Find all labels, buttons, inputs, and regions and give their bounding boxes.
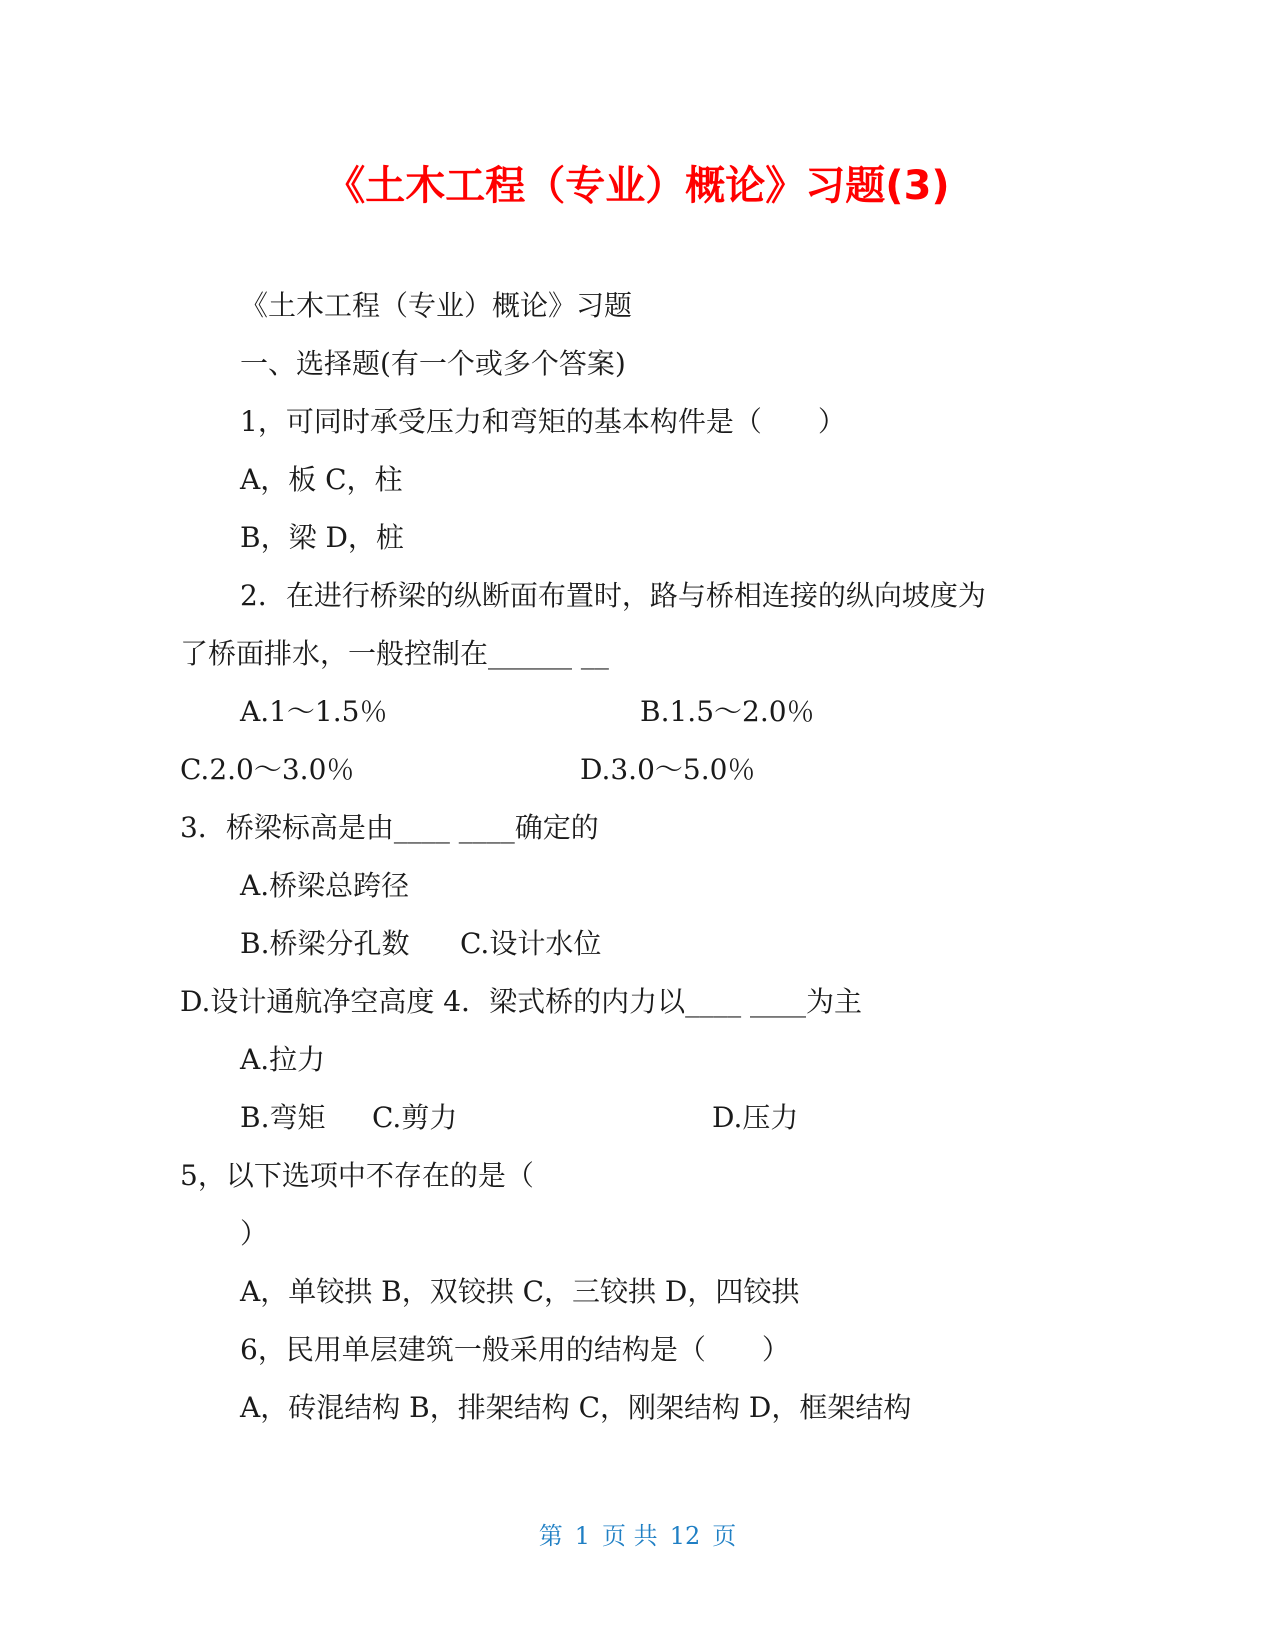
question-5-closing-paren: ） <box>240 1217 269 1250</box>
footer-middle: 页 共 <box>602 1522 658 1550</box>
question-1-options-a-c: A，板 C，柱 <box>240 463 403 496</box>
question-2: 2．在进行桥梁的纵断面布置时，路与桥相连接的纵向坡度为 <box>240 579 986 612</box>
subtitle-line: 《土木工程（专业）概论》习题 <box>240 289 633 322</box>
question-3: 3．桥梁标高是由____ ____确定的 <box>180 811 599 844</box>
question-3-option-a: A.桥梁总跨径 <box>240 869 410 902</box>
footer-prefix: 第 <box>538 1522 563 1550</box>
section-heading: 一、选择题(有一个或多个答案) <box>240 347 626 380</box>
question-2-option-b: B.1.5～2.0％ <box>640 695 815 728</box>
question-2-option-a: A.1～1.5％ <box>240 695 388 728</box>
question-6-options: A，砖混结构 B，排架结构 C，刚架结构 D，框架结构 <box>240 1391 912 1424</box>
question-4-option-c: C.剪力 <box>372 1101 458 1134</box>
question-3-option-d-and-question-4: D.设计通航净空高度 4．梁式桥的内力以____ ____为主 <box>180 985 862 1018</box>
question-2-option-c: C.2.0～3.0％ <box>180 753 355 786</box>
question-1: 1，可同时承受压力和弯矩的基本构件是（ ） <box>240 405 846 438</box>
question-3-option-c: C.设计水位 <box>460 927 602 960</box>
question-4-option-b: B.弯矩 <box>240 1101 326 1134</box>
question-2-option-d: D.3.0～5.0％ <box>580 753 756 786</box>
question-4-option-d: D.压力 <box>712 1101 799 1134</box>
question-4-option-a: A.拉力 <box>240 1043 326 1076</box>
question-5: 5，以下选项中不存在的是（ <box>180 1159 534 1192</box>
question-5-options: A，单铰拱 B，双铰拱 C，三铰拱 D，四铰拱 <box>240 1275 800 1308</box>
footer-page-number: 1 <box>574 1522 591 1550</box>
question-2-continued: 了桥面排水，一般控制在______ __ <box>180 637 609 670</box>
question-3-option-b: B.桥梁分孔数 <box>240 927 410 960</box>
question-6: 6，民用单层建筑一般采用的结构是（ ） <box>240 1333 790 1366</box>
footer-total-pages: 12 <box>669 1522 701 1550</box>
document-title: 《土木工程（专业）概论》习题(3) <box>325 163 950 209</box>
page-footer <box>0 1520 1275 1552</box>
question-1-options-b-d: B，梁 D，桩 <box>240 521 404 554</box>
footer-suffix: 页 <box>712 1522 737 1550</box>
